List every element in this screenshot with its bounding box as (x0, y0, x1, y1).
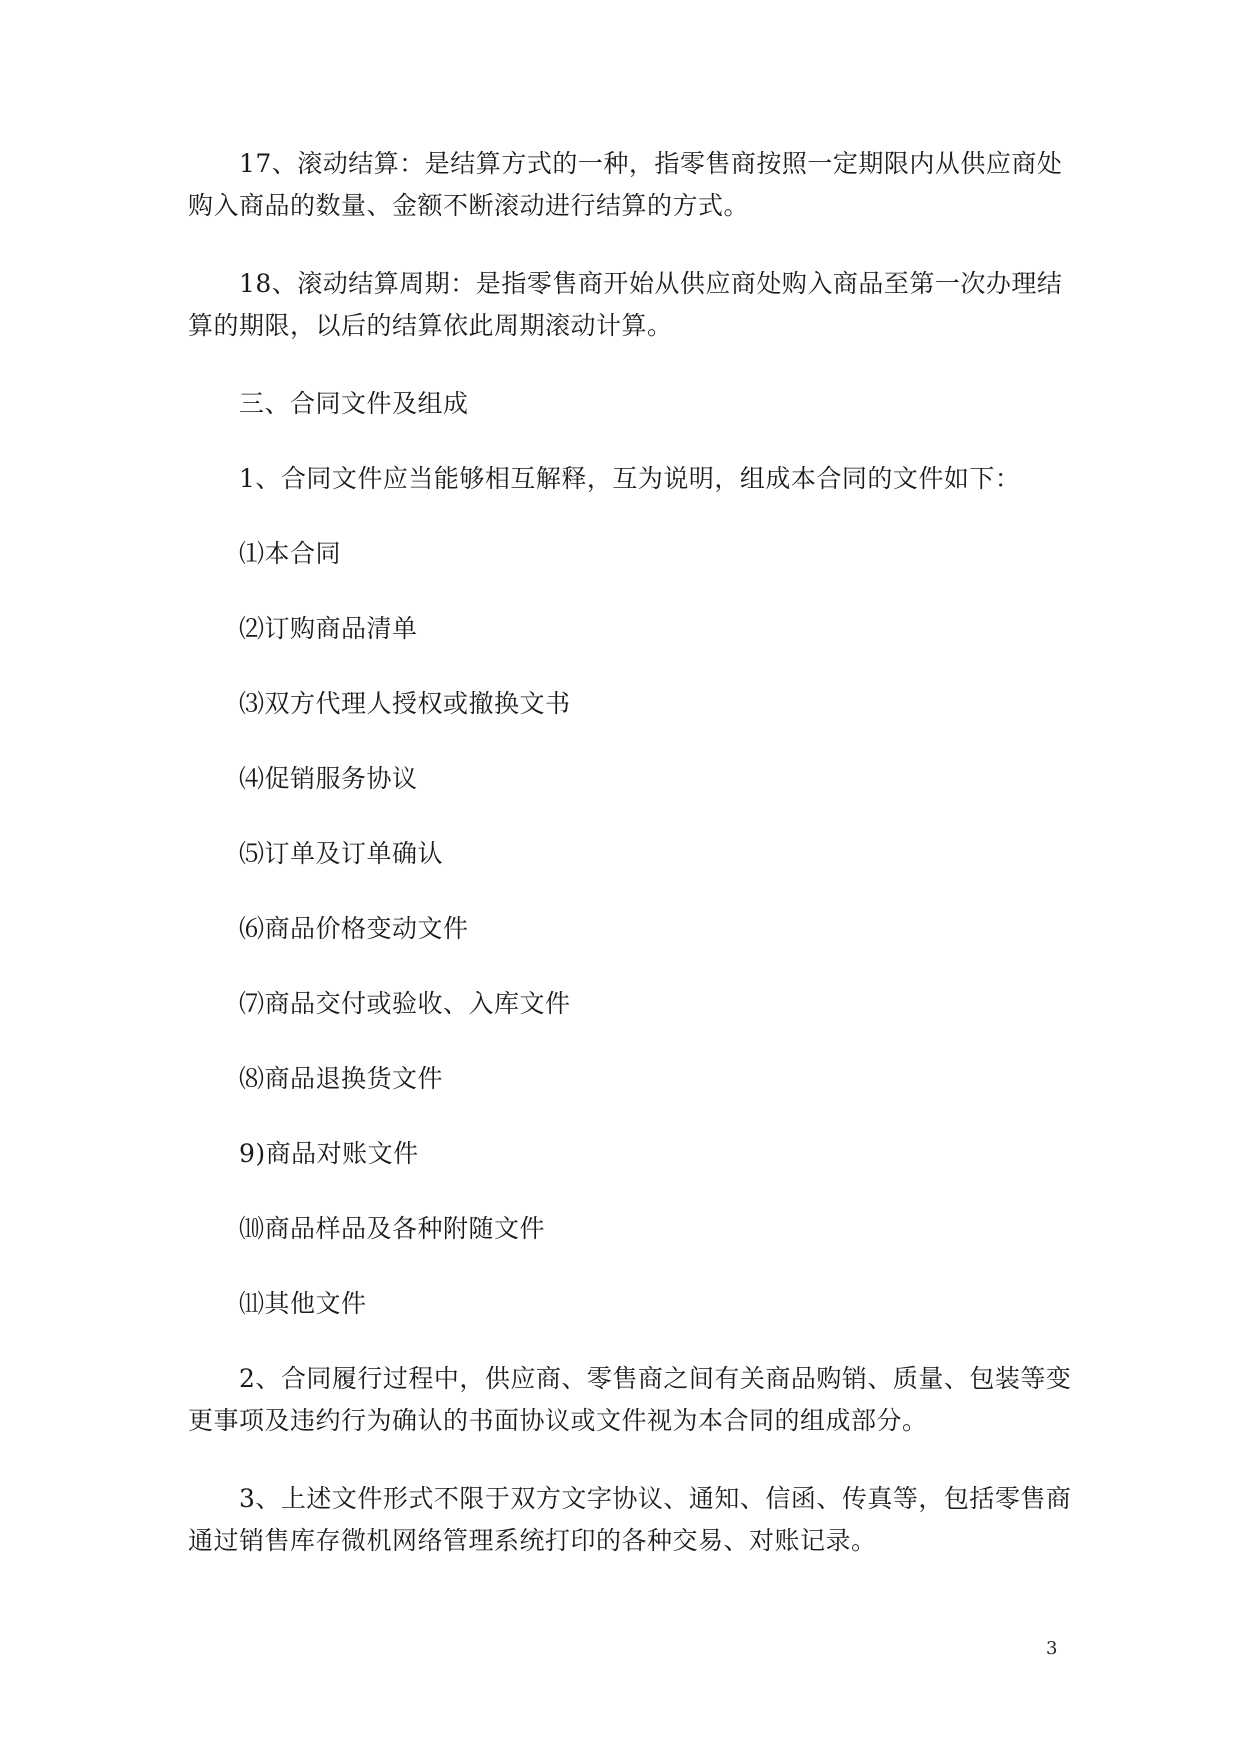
text-line: 算的期限，以后的结算依此周期滚动计算。 (188, 311, 673, 340)
text-line: ⑽商品样品及各种附随文件 (188, 1214, 546, 1243)
paragraph-2-contract-performance (188, 1358, 1072, 1442)
text-line: ⑺商品交付或验收、入库文件 (188, 989, 571, 1018)
text-line: 9)商品对账文件 (188, 1139, 419, 1168)
text-line: 更事项及违约行为确认的书面协议或文件视为本合同的组成部分。 (188, 1406, 928, 1435)
text-line: 购入商品的数量、金额不断滚动进行结算的方式。 (188, 191, 750, 220)
list-item (188, 1283, 1058, 1325)
list-item (188, 683, 1058, 725)
paragraph-3-document-forms (188, 1478, 1072, 1562)
list-item (188, 1208, 1058, 1250)
text-line: ⑵订购商品清单 (188, 614, 418, 643)
list-item (188, 758, 1058, 800)
list-item (188, 983, 1058, 1025)
text-line: ⑶双方代理人授权或撤换文书 (188, 689, 571, 718)
text-line: ⑴本合同 (188, 539, 342, 568)
text-line: 2、合同履行过程中，供应商、零售商之间有关商品购销、质量、包装等变 (188, 1364, 1072, 1393)
paragraph-18-rolling-settlement-period (188, 263, 1063, 347)
list-item (188, 1133, 1058, 1175)
text-line: 3、上述文件形式不限于双方文字协议、通知、信函、传真等，包括零售商 (188, 1484, 1072, 1513)
text-line: ⑷促销服务协议 (188, 764, 418, 793)
page-number: 3 (1046, 1638, 1058, 1659)
text-line: ⑸订单及订单确认 (188, 839, 444, 868)
text-line: 1、合同文件应当能够相互解释，互为说明，组成本合同的文件如下： (188, 464, 1021, 493)
text-line: 18、滚动结算周期：是指零售商开始从供应商处购入商品至第一次办理结 (188, 269, 1063, 298)
text-line: ⑾其他文件 (188, 1289, 367, 1318)
list-item (188, 533, 1058, 575)
text-line: 17、滚动结算：是结算方式的一种，指零售商按照一定期限内从供应商处 (188, 149, 1063, 178)
text-line: ⑻商品退换货文件 (188, 1064, 444, 1093)
list-item (188, 608, 1058, 650)
list-item (188, 833, 1058, 875)
paragraph-17-rolling-settlement (188, 143, 1063, 227)
text-line: 三、合同文件及组成 (188, 389, 469, 418)
list-item (188, 908, 1058, 950)
text-line: 通过销售库存微机网络管理系统打印的各种交易、对账记录。 (188, 1526, 877, 1555)
section-heading-contract-documents (188, 383, 1058, 425)
text-line: ⑹商品价格变动文件 (188, 914, 469, 943)
list-item (188, 1058, 1058, 1100)
paragraph-1-document-composition (188, 458, 1058, 500)
